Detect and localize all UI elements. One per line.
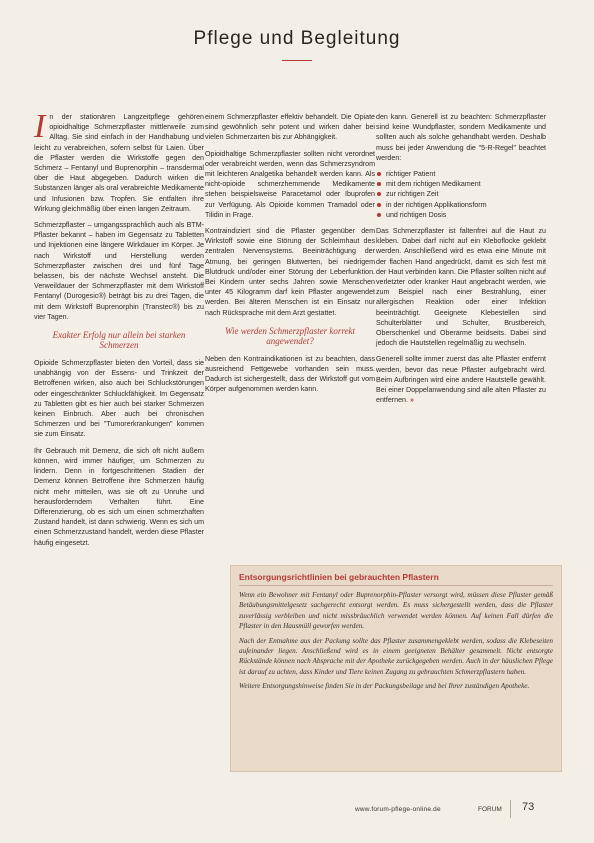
paragraph: Das Schmerzpflaster ist faltenfrei auf die Haut zu kleben. Dabei darf nicht auf ein Kleboflocke geklebt werden. Anschließend wird es etwa eine Minute mit der flachen Hand angedrückt, damit es sich fest mit der Haut verbinden kann. Die Pflaster sollten nicht auf verletzter oder kranker Haut angebracht werden, wie zum Beispiel nach einer Bestrahlung, einer allergischen Reaktion oder einer Infektion beeinträchtigt. Geeignete Klebestellen sind Schulterblätter und Schulter, Brustbereich, Oberschenkel und Oberarme beidseits. Dabei sind jedoch die Hautstellen regelmäßig zu wechseln. — [376, 227, 546, 348]
paragraph: den kann. Generell ist zu beachten: Schmerzpflaster sind keine Wundpflaster, sondern Medikamente und sollten auch als solche gehandhabt werden. Deshalb muss bei jeder Anwendung die "5-R-Regel" beachtet werden: — [376, 113, 546, 162]
paragraph: Opioide Schmerzpflaster bieten den Vorteil, dass sie unabhängig von der Essens- und Trinkzeit der Betroffenen wirken, also auch bei Schluckstörungen oder eingeschränkter Schluckfähigkeit. Im Gegensatz zu Tabletten gibt es hier auch bei starker Schmerzen keinen Einbruch. Aber auch bei chronischen Schmerzen und bei "Tumorerkrankungen" kommen sie zum Einsatz. — [34, 359, 204, 439]
title-underline — [282, 60, 312, 61]
list-item: richtiger Patient — [376, 169, 546, 179]
info-box-divider — [239, 585, 553, 586]
column-2 — [205, 112, 375, 401]
paragraph: Schmerzpflaster – umgangssprachlich auch als BTM-Pflaster bekannt – haben im Gegensatz zu Tabletten und Injektionen eine längere Wirkdauer im Körper. Je nach Wirkstoff und Herstellung werden Schmerzpflaster zwischen drei und fünf Tage belassen, bis der nächste Wechsel ansteht. Die Verweildauer der Schmerzpflaster mit dem Wirkstoff Fentanyl (Durogesic®) beträgt bis zu drei Tagen, die mit dem Wirkstoff Buprenorphin (Transtec®) bis zu vier Tagen. — [34, 221, 204, 321]
paragraph: Ihr Gebrauch mit Demenz, die sich oft nicht äußern können, wird immer häufiger, um Schmerzen zu lindern. Denn in fortgeschrittenen Stadien der Demenz können Betroffene ihre Schmerzen häufig nicht mehr mitteilen, was sie oft zu Unruhe und herausforderndem Verhalten führt. Eine Differenzierung, ob es sich um einen schmerzhaften Zustand handelt, ist dann schwierig. Wenn es sich um einen Schmerzzustand handelt, werden diese Pflaster häufig eingesetzt. — [34, 446, 204, 547]
footer-url: www.forum-pflege-online.de — [355, 806, 441, 813]
paragraph: Neben den Kontraindikationen ist zu beachten, dass ausreichend Fettgewebe vorhanden sein muss. Dadurch ist sichergestellt, dass der Wirkstoff gut vom Körper aufgenommen werden kann. — [205, 354, 375, 394]
paragraph: Weitere Entsorgungshinweise finden Sie in der Packungsbeilage und bei Ihrer zuständigen Apotheke. — [239, 682, 530, 691]
list-item: in der richtigen Applikationsform — [376, 200, 546, 210]
column-1 — [34, 108, 204, 554]
paragraph — [34, 108, 204, 214]
column-3 — [376, 112, 546, 411]
paragraph: Opioidhaltige Schmerzpflaster sollten nicht verordnet oder verabreicht werden, wenn das Schmerzsyndrom mit leichteren Analgetika behandelt werden kann. Als nicht-opioide schmerzhemmende Medikamente stehen beispielsweise Paracetamol oder Ibuprofen zur Verfügung. Als Opioide kommen Tramadol oder Tilidin in Frage. — [205, 149, 375, 219]
list-item: zur richtigen Zeit — [376, 189, 546, 199]
info-box-title: Entsorgungsrichtlinien bei gebrauchten Pflastern — [239, 572, 439, 582]
footer-divider — [510, 800, 511, 818]
paragraph — [376, 354, 546, 405]
section-subheading: Wie werden Schmerzpflaster korrekt angewendet? — [224, 325, 356, 346]
list-item: mit dem richtigen Medikament — [376, 179, 546, 189]
five-r-list — [376, 169, 546, 220]
page-number: 73 — [522, 801, 535, 813]
drop-cap: I — [34, 108, 46, 145]
continue-arrow-icon: » — [409, 396, 414, 405]
section-subheading: Exakter Erfolg nur allein bei starken Schmerzen — [52, 330, 186, 351]
paragraph: Kontraindiziert sind die Pflaster gegenüber dem Wirkstoff sowie eine Störung der Schleimhaut des zentralen Nervensystems. Beeinträchtigung der Atmung, bei geringen Blutwerten, bei niedrigem Blutdruck und/oder einer Störung der Leberfunktion. Bei Kindern unter sechs Jahren sowie Menschen unter 45 Kilogramm darf kein Pflaster angewendet werden. Bei älteren Menschen ist ein Einsatz nur nach Rücksprache mit dem Arzt gestattet. — [205, 227, 375, 317]
info-box-body — [239, 590, 553, 696]
list-item: und richtigen Dosis — [376, 210, 546, 220]
paragraph-text: n der stationären Langzeitpflege gehören opioidhaltige Schmerzpflaster mittlerweile zum Alltag. Sie sind einfach in der Handhabung und leicht zu verabreichen, sofern selbst für Laien. Über die Pflaster werden die Wirkstoffe gegen den Schmerz – Fentanyl und Buprenorphin – transdermal über die Haut abgegeben. Dadurch wirken die Substanzen länger als oral verabreichte Medikamente und Infusionen bzw. Tropfen. Sie entfalten ihre Wirkung gleichmäßig über einen langen Zeitraum. — [34, 113, 204, 213]
paragraph: einem Schmerzpflaster effektiv behandelt. Die Opiate sind gewöhnlich sehr potent und wirken daher bei vielen Schmerzarten bis zur Abhängigkeit. — [205, 113, 375, 142]
page-title: Pflege und Begleitung — [193, 28, 401, 49]
paragraph-text: Generell sollte immer zuerst das alte Pflaster entfernt werden, bevor das neue Pflaster aufgebracht wird. Beim Aufbringen wird eine andere Hautstelle gewählt. Bei einer Doppelanwendung sind alle alten Pflaster zu entfernen. — [376, 355, 546, 405]
info-box — [230, 565, 562, 772]
paragraph: Wenn ein Bewohner mit Fentanyl oder Buprenorphin-Pflaster versorgt wird, müssen diese Pflaster gemäß Betäubungsmittelgesetz sachgerecht entsorgt werden. Es muss sichergestellt werden, dass die Pflaster zuverlässig verbleiben und nicht missbräuchlich verwendet werden können. Auf keinen Fall dürfen die Pflaster in den Hausmüll geworfen werden. — [239, 591, 553, 631]
footer-magazine-name: FORUM — [478, 806, 502, 813]
paragraph: Nach der Entnahme aus der Packung sollte das Pflaster zusammengeklebt werden, sodass die Klebeseiten aufeinander liegen. Anschließend wird es in einem geeigneten Behälter gesammelt. Nicht entsorgte Rückstände können nach Absprache mit der Apotheke zurückgegeben werden. Auch in der häuslichen Pflege ist darauf zu achten, dass Kinder und Tiere keinen Zugang zu gebrauchten Schmerzpflastern haben. — [239, 636, 553, 676]
